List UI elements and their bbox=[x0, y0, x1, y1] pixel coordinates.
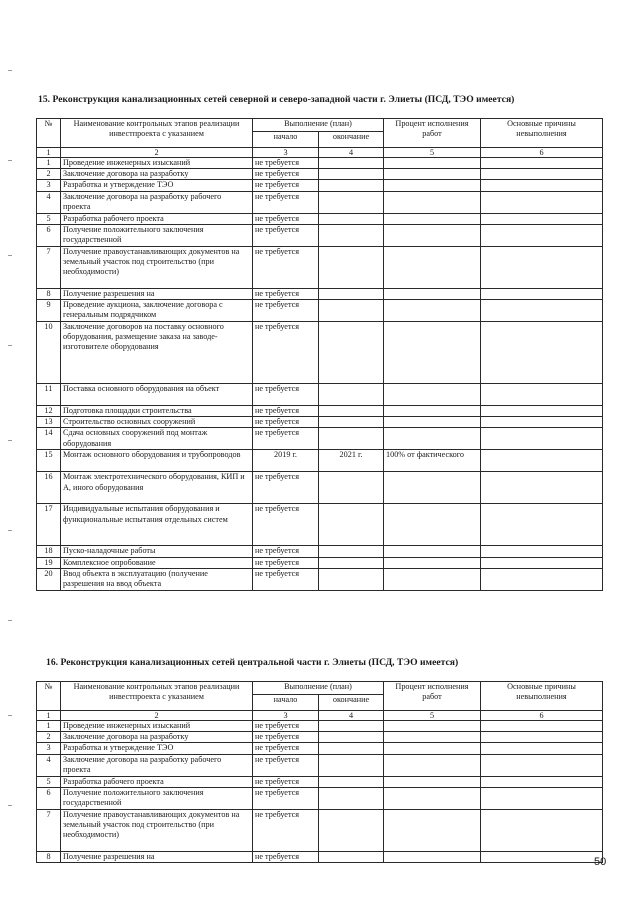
reasons-value bbox=[481, 504, 603, 546]
header-percent: Процент исполнения работ bbox=[384, 682, 481, 711]
reasons-value bbox=[481, 851, 603, 862]
row-number: 4 bbox=[37, 754, 61, 776]
row-number: 1 bbox=[37, 721, 61, 732]
stage-name: Получение правоустанавливающих документов на земельный участок под строительство (при необходимости) bbox=[61, 809, 253, 851]
end-value bbox=[319, 300, 384, 322]
reasons-value bbox=[481, 787, 603, 809]
row-number: 18 bbox=[37, 546, 61, 557]
table-row bbox=[37, 158, 603, 169]
margin-mark bbox=[8, 255, 12, 256]
table-row bbox=[37, 288, 603, 299]
end-value bbox=[319, 224, 384, 246]
table-row bbox=[37, 450, 603, 472]
percent-value bbox=[384, 721, 481, 732]
start-value: не требуется bbox=[253, 180, 319, 191]
stage-name: Сдача основных сооружений под монтаж оборудования bbox=[61, 428, 253, 450]
reasons-value bbox=[481, 180, 603, 191]
percent-value bbox=[384, 776, 481, 787]
table-row bbox=[37, 787, 603, 809]
row-number: 11 bbox=[37, 384, 61, 406]
reasons-value bbox=[481, 472, 603, 504]
stage-name: Ввод объекта в эксплуатацию (получение разрешения на ввод объекта bbox=[61, 568, 253, 590]
row-number: 7 bbox=[37, 809, 61, 851]
table-row bbox=[37, 754, 603, 776]
reasons-value bbox=[481, 406, 603, 417]
col-index: 2 bbox=[61, 711, 253, 721]
row-number: 20 bbox=[37, 568, 61, 590]
section-15-title: 15. Реконструкция канализационных сетей северной и северо-западной части г. Элиеты (ПСД, ТЭО имеется) bbox=[38, 94, 515, 105]
stage-name: Монтаж электротехнического оборудования, КИП и А, иного оборудования bbox=[61, 472, 253, 504]
start-value: не требуется bbox=[253, 428, 319, 450]
table-row bbox=[37, 472, 603, 504]
header-end: окончание bbox=[319, 132, 384, 148]
margin-mark bbox=[8, 715, 12, 716]
row-number: 12 bbox=[37, 406, 61, 417]
start-value: не требуется bbox=[253, 721, 319, 732]
section-15-table bbox=[36, 118, 603, 591]
margin-mark bbox=[8, 530, 12, 531]
percent-value bbox=[384, 504, 481, 546]
end-value bbox=[319, 213, 384, 224]
row-number: 9 bbox=[37, 300, 61, 322]
col-index: 6 bbox=[481, 148, 603, 158]
header-reasons: Основные причины невыполнения bbox=[481, 119, 603, 148]
stage-name: Комплексное опробование bbox=[61, 557, 253, 568]
table-row bbox=[37, 776, 603, 787]
table-row bbox=[37, 428, 603, 450]
table-row bbox=[37, 246, 603, 288]
percent-value bbox=[384, 169, 481, 180]
table-row bbox=[37, 322, 603, 384]
col-index: 5 bbox=[384, 711, 481, 721]
table-row bbox=[37, 169, 603, 180]
stage-name: Заключение договора на разработку bbox=[61, 169, 253, 180]
start-value: 2019 г. bbox=[253, 450, 319, 472]
end-value bbox=[319, 809, 384, 851]
stage-name: Проведение аукциона, заключение договора с генеральным подрядчиком bbox=[61, 300, 253, 322]
end-value bbox=[319, 191, 384, 213]
reasons-value bbox=[481, 721, 603, 732]
end-value bbox=[319, 732, 384, 743]
percent-value bbox=[384, 384, 481, 406]
start-value: не требуется bbox=[253, 191, 319, 213]
stage-name: Разработка и утверждение ТЭО bbox=[61, 180, 253, 191]
row-number: 5 bbox=[37, 776, 61, 787]
end-value bbox=[319, 246, 384, 288]
table-row bbox=[37, 504, 603, 546]
start-value: не требуется bbox=[253, 732, 319, 743]
row-number: 3 bbox=[37, 743, 61, 754]
table-row bbox=[37, 384, 603, 406]
reasons-value bbox=[481, 754, 603, 776]
end-value bbox=[319, 322, 384, 384]
reasons-value bbox=[481, 246, 603, 288]
reasons-value bbox=[481, 546, 603, 557]
end-value bbox=[319, 417, 384, 428]
header-name: Наименование контрольных этапов реализации инвестпроекта с указанием bbox=[61, 119, 253, 148]
margin-mark bbox=[8, 440, 12, 441]
table-row bbox=[37, 406, 603, 417]
percent-value bbox=[384, 180, 481, 191]
table-row bbox=[37, 851, 603, 862]
table-row bbox=[37, 809, 603, 851]
percent-value bbox=[384, 787, 481, 809]
row-number: 8 bbox=[37, 288, 61, 299]
stage-name: Получение положительного заключения государственной bbox=[61, 224, 253, 246]
start-value: не требуется bbox=[253, 787, 319, 809]
percent-value bbox=[384, 743, 481, 754]
col-index: 1 bbox=[37, 711, 61, 721]
percent-value bbox=[384, 809, 481, 851]
start-value: не требуется bbox=[253, 851, 319, 862]
end-value bbox=[319, 288, 384, 299]
stage-name: Получение разрешения на bbox=[61, 288, 253, 299]
reasons-value bbox=[481, 213, 603, 224]
stage-name: Строительство основных сооружений bbox=[61, 417, 253, 428]
end-value bbox=[319, 472, 384, 504]
table-row bbox=[37, 300, 603, 322]
end-value bbox=[319, 384, 384, 406]
row-number: 16 bbox=[37, 472, 61, 504]
end-value bbox=[319, 721, 384, 732]
table-row bbox=[37, 417, 603, 428]
header-start: начало bbox=[253, 695, 319, 711]
table-row bbox=[37, 557, 603, 568]
row-number: 2 bbox=[37, 169, 61, 180]
reasons-value bbox=[481, 169, 603, 180]
header-num: № bbox=[37, 119, 61, 148]
start-value: не требуется bbox=[253, 568, 319, 590]
percent-value bbox=[384, 557, 481, 568]
start-value: не требуется bbox=[253, 754, 319, 776]
end-value bbox=[319, 754, 384, 776]
header-start: начало bbox=[253, 132, 319, 148]
row-number: 6 bbox=[37, 224, 61, 246]
stage-name: Разработка рабочего проекта bbox=[61, 776, 253, 787]
table-row bbox=[37, 213, 603, 224]
percent-value bbox=[384, 754, 481, 776]
row-number: 2 bbox=[37, 732, 61, 743]
col-index: 4 bbox=[319, 148, 384, 158]
reasons-value bbox=[481, 158, 603, 169]
end-value: 2021 г. bbox=[319, 450, 384, 472]
start-value: не требуется bbox=[253, 169, 319, 180]
col-index: 1 bbox=[37, 148, 61, 158]
row-number: 1 bbox=[37, 158, 61, 169]
percent-value bbox=[384, 158, 481, 169]
row-number: 4 bbox=[37, 191, 61, 213]
table-row bbox=[37, 721, 603, 732]
section-16-title: 16. Реконструкция канализационных сетей центральной части г. Элиеты (ПСД, ТЭО имеется) bbox=[46, 657, 459, 668]
start-value: не требуется bbox=[253, 557, 319, 568]
margin-mark bbox=[8, 805, 12, 806]
row-number: 10 bbox=[37, 322, 61, 384]
percent-value bbox=[384, 288, 481, 299]
percent-value: 100% от фактического bbox=[384, 450, 481, 472]
start-value: не требуется bbox=[253, 322, 319, 384]
header-end: окончание bbox=[319, 695, 384, 711]
start-value: не требуется bbox=[253, 213, 319, 224]
header-num: № bbox=[37, 682, 61, 711]
table-row bbox=[37, 743, 603, 754]
reasons-value bbox=[481, 322, 603, 384]
margin-mark bbox=[8, 160, 12, 161]
stage-name: Разработка рабочего проекта bbox=[61, 213, 253, 224]
reasons-value bbox=[481, 776, 603, 787]
row-number: 6 bbox=[37, 787, 61, 809]
stage-name: Индивидуальные испытания оборудования и функциональные испытания отдельных систем bbox=[61, 504, 253, 546]
start-value: не требуется bbox=[253, 472, 319, 504]
percent-value bbox=[384, 322, 481, 384]
table-row bbox=[37, 546, 603, 557]
percent-value bbox=[384, 851, 481, 862]
end-value bbox=[319, 546, 384, 557]
start-value: не требуется bbox=[253, 776, 319, 787]
stage-name: Заключение договора на разработку рабочего проекта bbox=[61, 754, 253, 776]
reasons-value bbox=[481, 191, 603, 213]
percent-value bbox=[384, 417, 481, 428]
col-index: 4 bbox=[319, 711, 384, 721]
reasons-value bbox=[481, 450, 603, 472]
reasons-value bbox=[481, 743, 603, 754]
col-index: 2 bbox=[61, 148, 253, 158]
stage-name: Подготовка площадки строительства bbox=[61, 406, 253, 417]
percent-value bbox=[384, 568, 481, 590]
row-number: 19 bbox=[37, 557, 61, 568]
stage-name: Заключение договоров на поставку основного оборудования, размещение заказа на заводе-изготовителе оборудования bbox=[61, 322, 253, 384]
reasons-value bbox=[481, 557, 603, 568]
header-percent: Процент исполнения работ bbox=[384, 119, 481, 148]
reasons-value bbox=[481, 300, 603, 322]
stage-name: Проведение инженерных изысканий bbox=[61, 158, 253, 169]
start-value: не требуется bbox=[253, 546, 319, 557]
row-number: 8 bbox=[37, 851, 61, 862]
start-value: не требуется bbox=[253, 504, 319, 546]
end-value bbox=[319, 428, 384, 450]
col-index: 5 bbox=[384, 148, 481, 158]
stage-name: Монтаж основного оборудования и трубопроводов bbox=[61, 450, 253, 472]
end-value bbox=[319, 568, 384, 590]
row-number: 7 bbox=[37, 246, 61, 288]
stage-name: Поставка основного оборудования на объект bbox=[61, 384, 253, 406]
end-value bbox=[319, 180, 384, 191]
stage-name: Получение правоустанавливающих документов на земельный участок под строительство (при необходимости) bbox=[61, 246, 253, 288]
reasons-value bbox=[481, 288, 603, 299]
start-value: не требуется bbox=[253, 809, 319, 851]
section-16-table bbox=[36, 681, 603, 863]
stage-name: Проведение инженерных изысканий bbox=[61, 721, 253, 732]
end-value bbox=[319, 158, 384, 169]
col-index: 3 bbox=[253, 711, 319, 721]
table-row bbox=[37, 224, 603, 246]
percent-value bbox=[384, 224, 481, 246]
end-value bbox=[319, 743, 384, 754]
start-value: не требуется bbox=[253, 384, 319, 406]
stage-name: Заключение договора на разработку bbox=[61, 732, 253, 743]
reasons-value bbox=[481, 428, 603, 450]
reasons-value bbox=[481, 417, 603, 428]
stage-name: Получение положительного заключения государственной bbox=[61, 787, 253, 809]
start-value: не требуется bbox=[253, 246, 319, 288]
table-row bbox=[37, 191, 603, 213]
table-row bbox=[37, 732, 603, 743]
percent-value bbox=[384, 472, 481, 504]
start-value: не требуется bbox=[253, 417, 319, 428]
reasons-value bbox=[481, 568, 603, 590]
margin-mark bbox=[8, 620, 12, 621]
header-reasons: Основные причины невыполнения bbox=[481, 682, 603, 711]
percent-value bbox=[384, 428, 481, 450]
header-name: Наименование контрольных этапов реализации инвестпроекта с указанием bbox=[61, 682, 253, 711]
row-number: 3 bbox=[37, 180, 61, 191]
row-number: 13 bbox=[37, 417, 61, 428]
start-value: не требуется bbox=[253, 224, 319, 246]
percent-value bbox=[384, 546, 481, 557]
percent-value bbox=[384, 246, 481, 288]
row-number: 14 bbox=[37, 428, 61, 450]
stage-name: Разработка и утверждение ТЭО bbox=[61, 743, 253, 754]
row-number: 5 bbox=[37, 213, 61, 224]
margin-mark bbox=[8, 345, 12, 346]
reasons-value bbox=[481, 732, 603, 743]
start-value: не требуется bbox=[253, 743, 319, 754]
percent-value bbox=[384, 300, 481, 322]
end-value bbox=[319, 406, 384, 417]
reasons-value bbox=[481, 384, 603, 406]
percent-value bbox=[384, 213, 481, 224]
stage-name: Пуско-наладочные работы bbox=[61, 546, 253, 557]
table-row bbox=[37, 568, 603, 590]
col-index: 6 bbox=[481, 711, 603, 721]
end-value bbox=[319, 557, 384, 568]
end-value bbox=[319, 787, 384, 809]
row-number: 15 bbox=[37, 450, 61, 472]
reasons-value bbox=[481, 224, 603, 246]
stage-name: Получение разрешения на bbox=[61, 851, 253, 862]
percent-value bbox=[384, 406, 481, 417]
percent-value bbox=[384, 732, 481, 743]
percent-value bbox=[384, 191, 481, 213]
margin-mark bbox=[8, 70, 12, 71]
start-value: не требуется bbox=[253, 158, 319, 169]
start-value: не требуется bbox=[253, 300, 319, 322]
row-number: 17 bbox=[37, 504, 61, 546]
end-value bbox=[319, 776, 384, 787]
end-value bbox=[319, 169, 384, 180]
header-plan: Выполнение (план) bbox=[253, 682, 384, 695]
stage-name: Заключение договора на разработку рабочего проекта bbox=[61, 191, 253, 213]
end-value bbox=[319, 851, 384, 862]
col-index: 3 bbox=[253, 148, 319, 158]
page-number: 50 bbox=[594, 856, 607, 868]
start-value: не требуется bbox=[253, 406, 319, 417]
header-plan: Выполнение (план) bbox=[253, 119, 384, 132]
table-row bbox=[37, 180, 603, 191]
end-value bbox=[319, 504, 384, 546]
start-value: не требуется bbox=[253, 288, 319, 299]
reasons-value bbox=[481, 809, 603, 851]
